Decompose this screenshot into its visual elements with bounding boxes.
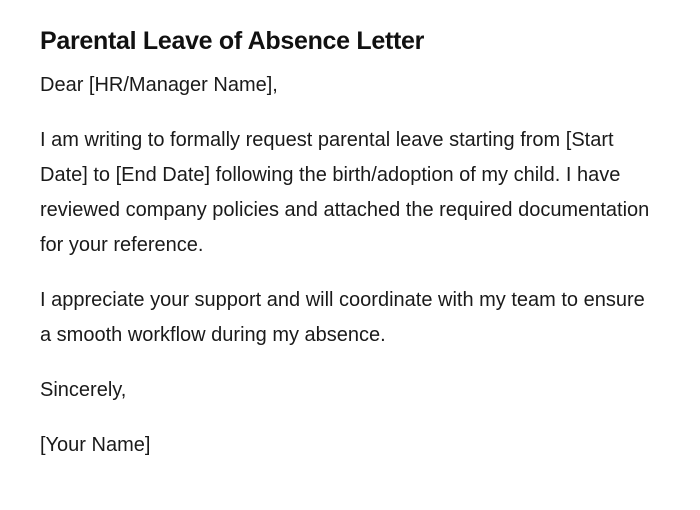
letter-title: Parental Leave of Absence Letter bbox=[40, 27, 425, 55]
letter-salutation: Dear [HR/Manager Name], bbox=[40, 74, 278, 96]
letter-signature: [Your Name] bbox=[40, 434, 151, 456]
letter-closing: Sincerely, bbox=[40, 379, 127, 401]
letter-paragraph-request: I am writing to formally request parental leave starting from [Start Date] to [End Date] following the birth/adoption of my child. I have reviewed company policies and attached the required documentation for your reference. bbox=[40, 129, 650, 256]
letter-paragraph-appreciation: I appreciate your support and will coordinate with my team to ensure a smooth workflow during my absence. bbox=[40, 289, 645, 346]
